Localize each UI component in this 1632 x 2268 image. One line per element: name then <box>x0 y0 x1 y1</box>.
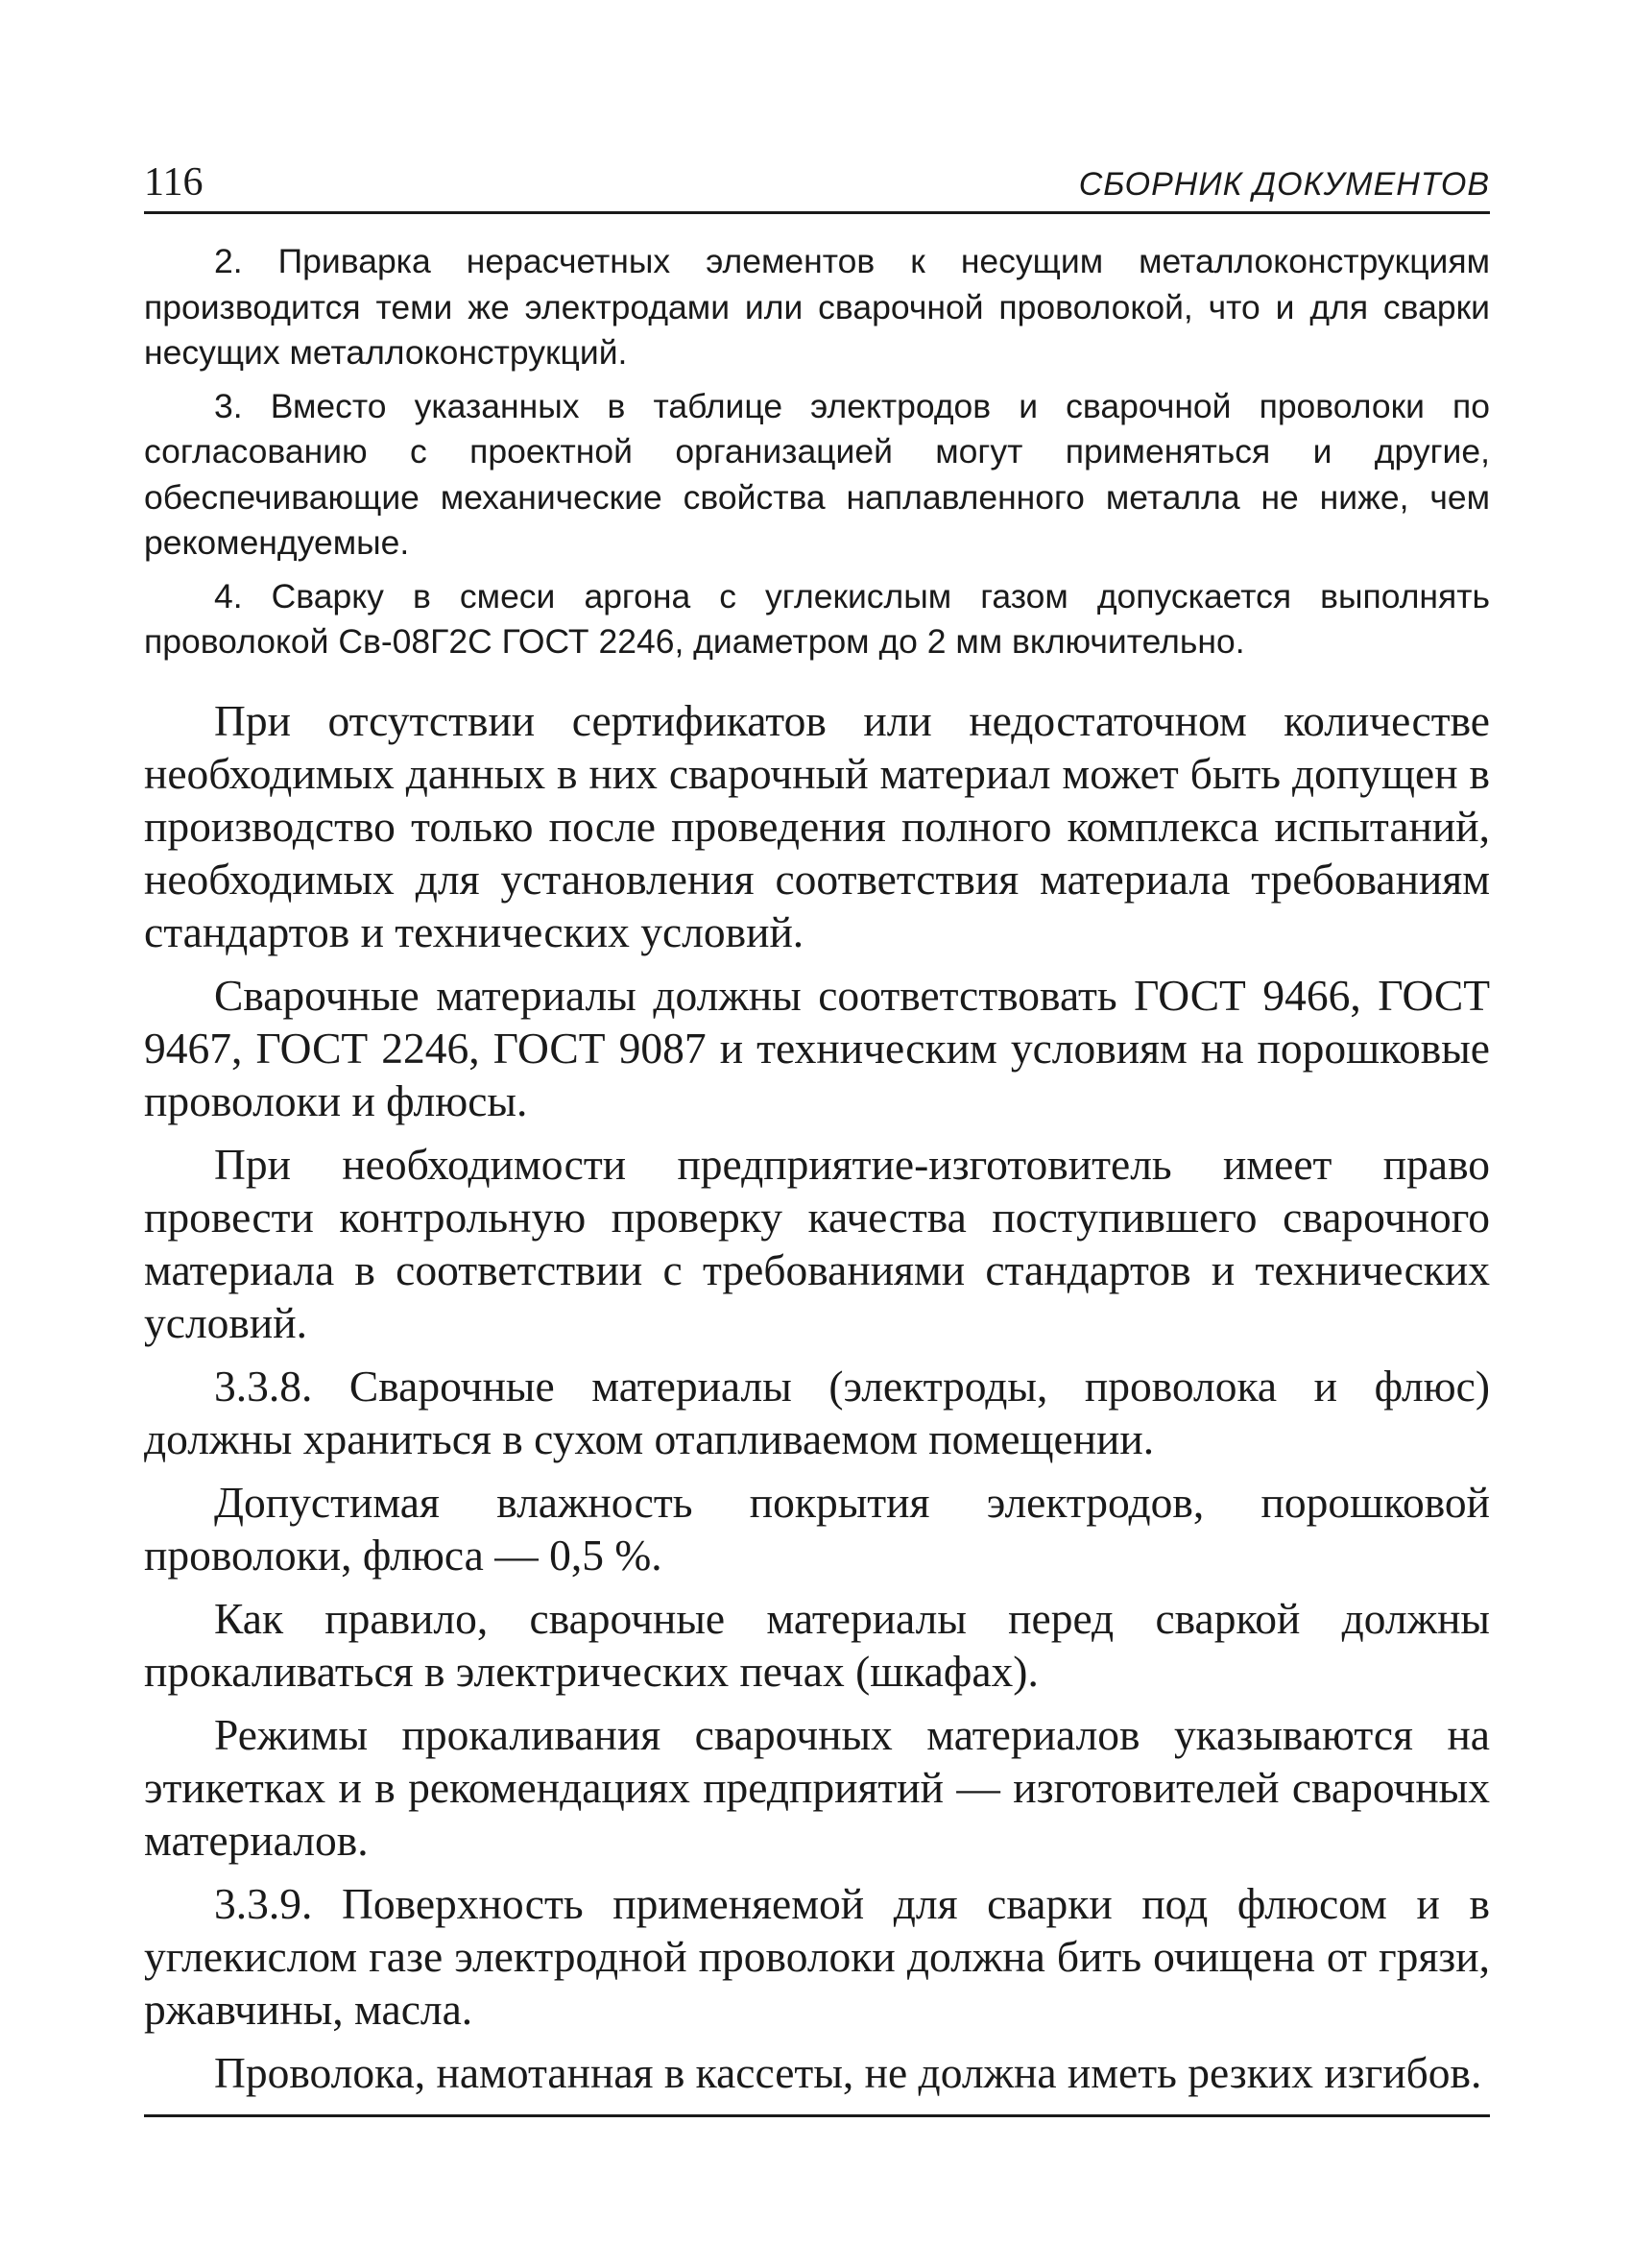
document-page <box>144 144 1490 2117</box>
note-item: 3. Вместо указанных в таблице электродов и сварочной проволоки по согласованию с проектной организацией могут применяться и другие, обеспечивающие механические свойства наплавленного металла не ниже, чем рекомендуемые. <box>144 386 1490 562</box>
paragraph: Как правило, сварочные материалы перед сваркой должны прокаливаться в электрических печах (шкафах). <box>144 1593 1490 1696</box>
paragraph: 3.3.9. Поверхность применяемой для сварки под флюсом и в углекислом газе электродной проволоки должна бить очищена от грязи, ржавчины, масла. <box>144 1878 1490 2034</box>
running-title: СБОРНИК ДОКУМЕНТОВ <box>1078 166 1490 203</box>
paragraph: При отсутствии сертификатов или недостаточном количестве необходимых данных в них сварочный материал может быть допущен в производство только после проведения полного комплекса испытаний, необходимых для установления соответствия материала требованиям стандартов и технических условий. <box>144 695 1490 956</box>
body-text <box>144 694 1490 2099</box>
paragraph: Режимы прокаливания сварочных материалов указываются на этикетках и в рекомендациях предприятий — изготовителей сварочных материалов. <box>144 1709 1490 1865</box>
bottom-divider <box>144 2114 1490 2117</box>
paragraph: Проволока, намотанная в кассеты, не должна иметь резких изгибов. <box>214 2047 1482 2097</box>
note-item: 2. Приварка нерасчетных элементов к несущим металлоконструкциям производится теми же электродами или сварочной проволокой, что и для сварки несущих металлоконструкций. <box>144 242 1490 372</box>
paragraph: Допустимая влажность покрытия электродов, порошковой проволоки, флюса — 0,5 %. <box>144 1477 1490 1580</box>
page-header <box>144 144 1490 214</box>
page-number: 116 <box>144 160 204 205</box>
paragraph: Сварочные материалы должны соответствовать ГОСТ 9466, ГОСТ 9467, ГОСТ 2246, ГОСТ 9087 и техническим условиям на порошковые проволоки и флюсы. <box>144 970 1490 1125</box>
table-notes <box>144 239 1490 665</box>
paragraph: При необходимости предприятие-изготовитель имеет право провести контрольную проверку качества поступившего сварочного материала в соответствии с требованиями стандартов и технических условий. <box>144 1139 1490 1347</box>
note-item: 4. Сварку в смеси аргона с углекислым газом допускается выполнять проволокой Св-08Г2С ГОСТ 2246, диаметром до 2 мм включительно. <box>144 576 1490 661</box>
paragraph: 3.3.8. Сварочные материалы (электроды, проволока и флюс) должны храниться в сухом отапливаемом помещении. <box>144 1361 1490 1463</box>
